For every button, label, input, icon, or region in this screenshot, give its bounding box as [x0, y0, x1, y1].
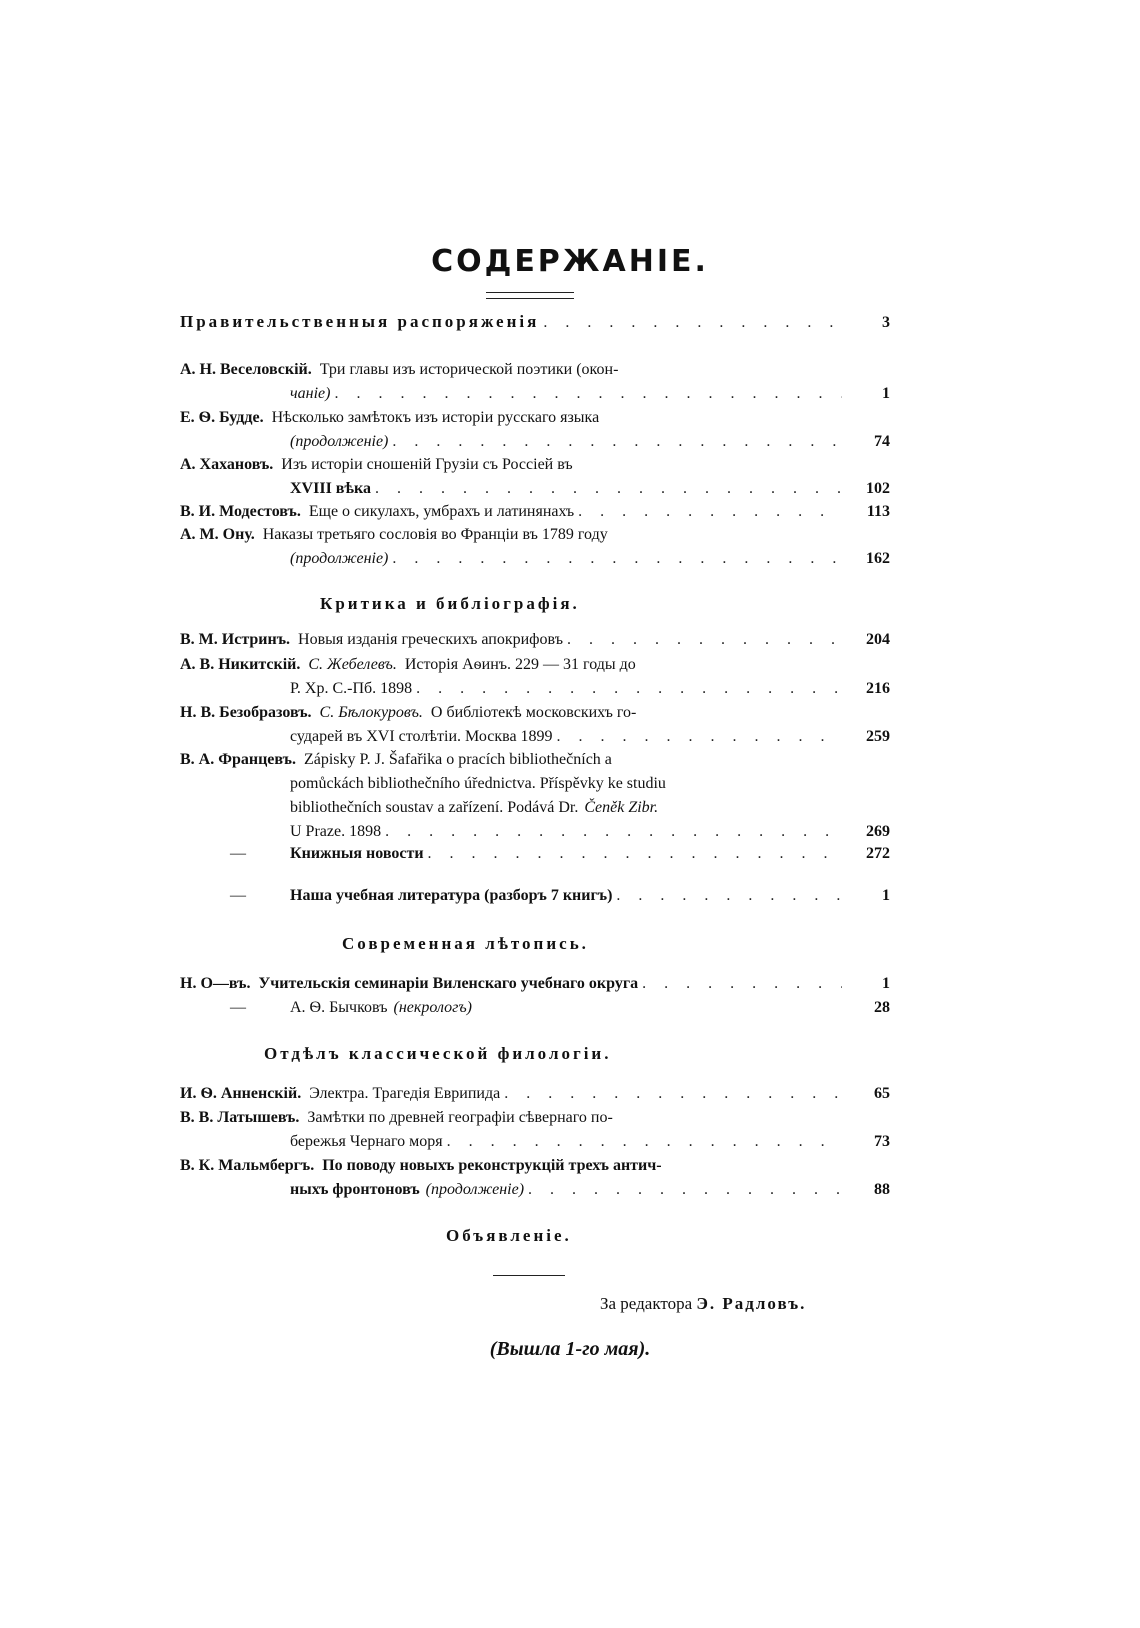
entry-title-cont: сударей въ XVI столѣтіи. Москва 1899	[290, 728, 553, 745]
entry-author: Н. О—въ.	[180, 975, 251, 992]
section-announcements[interactable]: Объявленіе.	[446, 1226, 572, 1245]
page-number: 272	[866, 845, 890, 862]
dot-leader	[392, 430, 842, 454]
dot-leader	[504, 1082, 842, 1106]
entry-author: А. М. Ону.	[180, 526, 255, 543]
section-classical-philology: Отдѣлъ классической филологіи.	[264, 1044, 612, 1063]
entry-title: Изъ исторіи сношеній Грузіи съ Россіей въ	[281, 456, 573, 473]
toc-entry[interactable]	[180, 310, 890, 334]
entry-title-cont: pomůckách bibliothečního úřednictva. Příspěvky ke studiu	[290, 775, 666, 792]
entry-title-cont: (продолженіе)	[290, 550, 389, 567]
closing-divider	[493, 1275, 565, 1276]
entry-title-cont: Р. Хр. С.-Пб. 1898	[290, 680, 413, 697]
dot-leader	[385, 820, 842, 844]
page-number: 28	[874, 999, 890, 1016]
section-chronicle: Современная лѣтопись.	[342, 934, 589, 953]
entry-title: О библіотекѣ московскихъ го-	[430, 704, 637, 721]
page-number: 1	[882, 975, 890, 992]
dot-leader	[416, 677, 842, 701]
entry-title: Нѣсколько замѣтокъ изъ исторіи русскаго языка	[271, 409, 600, 426]
section-government: Правительственныя распоряженія	[180, 312, 540, 331]
page-number: 1	[882, 385, 890, 402]
editor-prefix: За редактора	[600, 1294, 693, 1313]
dot-leader	[375, 477, 842, 501]
entry-title-note: (продолженіе)	[425, 1181, 525, 1198]
entry-title: Наказы третьяго сословія во Франціи въ 1789 году	[262, 526, 608, 543]
toc-entry[interactable]	[180, 996, 890, 1020]
page-number: 216	[866, 680, 890, 697]
issue-date: (Вышла 1-го мая).	[489, 1338, 651, 1360]
entry-author: А. Хахановъ.	[180, 456, 274, 473]
toc-entry[interactable]	[180, 884, 890, 908]
section-critique: Критика и библіографія.	[320, 594, 580, 613]
entry-author: В. В. Латышевъ.	[180, 1109, 300, 1126]
entry-reviewed-author: С. Бѣлокуровъ.	[319, 704, 423, 721]
entry-title: Книжныя новости	[290, 845, 424, 862]
dot-leader	[616, 884, 842, 908]
dot-leader	[447, 1130, 842, 1154]
title-divider	[486, 292, 574, 299]
entry-title: Еще о сикулахъ, умбрахъ и латинянахъ	[308, 503, 575, 520]
entry-title: Исторія Аѳинъ. 229 — 31 годы до	[404, 656, 636, 673]
entry-author: В. К. Мальмбергъ.	[180, 1157, 315, 1174]
entry-author: В. А. Францевъ.	[180, 751, 296, 768]
entry-author: Е. Ѳ. Будде.	[180, 409, 264, 426]
entry-title: Наша учебная литература (разборъ 7 книгъ)	[290, 887, 613, 904]
entry-title-cont: чаніе)	[290, 385, 331, 402]
editor-name: Э. Радловъ.	[696, 1294, 807, 1313]
entry-title: По поводу новыхъ реконструкцій трехъ антич-	[322, 1157, 662, 1174]
toc-entry[interactable]	[180, 748, 890, 844]
page-title: СОДЕРЖАНІЕ.	[431, 244, 709, 279]
entry-author: В. И. Модестовъ.	[180, 503, 301, 520]
entry-title-cont: (продолженіе)	[290, 433, 389, 450]
entry-title-cont: ныхъ фронтоновъ	[290, 1181, 420, 1198]
page-number: 259	[866, 728, 890, 745]
toc-entry[interactable]	[180, 453, 890, 501]
entry-author: А. Н. Веселовскій.	[180, 361, 312, 378]
page-number: 74	[874, 433, 890, 450]
page-number: 113	[866, 503, 890, 520]
page-number: 269	[866, 823, 890, 840]
page-number: 3	[882, 314, 890, 331]
dot-leader	[392, 547, 842, 571]
entry-editor-name: Čeněk Zibr.	[584, 799, 659, 816]
entry-title: А. Ѳ. Бычковъ	[290, 999, 388, 1016]
entry-title: Замѣтки по древней географіи сѣвернаго по-	[307, 1109, 613, 1126]
entry-author: А. В. Никитскій.	[180, 656, 301, 673]
entry-title: Три главы изъ исторической поэтики (окон-	[319, 361, 619, 378]
entry-author: В. М. Истринъ.	[180, 631, 291, 648]
entry-title: Zápisky P. J. Šafařika o pracích bibliothečních a	[303, 751, 612, 768]
entry-title: Учительскія семинаріи Виленскаго учебнаго округа	[258, 975, 639, 992]
dash-mark: —	[230, 887, 246, 904]
page-number: 162	[866, 550, 890, 567]
toc-entry[interactable]	[180, 500, 890, 524]
entry-title-cont: бережья Чернаго моря	[290, 1133, 443, 1150]
dot-leader	[642, 972, 842, 996]
page-number: 204	[866, 631, 890, 648]
toc-entry[interactable]	[180, 972, 890, 996]
entry-title-cont: bibliothečních soustav a zařízení. Podává Dr.	[290, 799, 579, 816]
entry-author: Н. В. Безобразовъ.	[180, 704, 312, 721]
dot-leader	[567, 628, 842, 652]
entry-title: Электра. Трагедія Еврипида	[309, 1085, 501, 1102]
page-number: 1	[882, 887, 890, 904]
dot-leader	[578, 500, 842, 524]
toc-entry[interactable]	[180, 842, 890, 866]
toc-entry[interactable]	[180, 406, 890, 454]
editor-signature	[600, 1294, 806, 1314]
page-number: 88	[874, 1181, 890, 1198]
page-number: 102	[866, 480, 890, 497]
dot-leader	[428, 842, 842, 866]
dot-leader	[543, 311, 842, 335]
dot-leader	[557, 725, 842, 749]
toc-entry[interactable]	[180, 358, 890, 406]
toc-entry[interactable]	[180, 1082, 890, 1106]
entry-reviewed-author: С. Жебелевъ.	[308, 656, 397, 673]
toc-entry[interactable]	[180, 523, 890, 571]
toc-entry[interactable]	[180, 701, 890, 749]
entry-title-note: (некрологъ)	[393, 999, 472, 1016]
dash-mark: —	[230, 999, 246, 1016]
entry-title-cont: XVIII вѣка	[290, 480, 372, 497]
toc-entry[interactable]	[180, 628, 890, 652]
toc-entry[interactable]	[180, 1106, 890, 1154]
dot-leader	[334, 382, 842, 406]
page-number: 65	[874, 1085, 890, 1102]
entry-title: Новыя изданія греческихъ апокрифовъ	[298, 631, 563, 648]
entry-title-cont: U Praze. 1898	[290, 823, 382, 840]
page-number: 73	[874, 1133, 890, 1150]
toc-entry[interactable]	[180, 1154, 890, 1202]
entry-author: И. Ѳ. Анненскій.	[180, 1085, 302, 1102]
dash-mark: —	[230, 845, 246, 862]
toc-entry[interactable]	[180, 653, 890, 701]
dot-leader	[528, 1178, 842, 1202]
